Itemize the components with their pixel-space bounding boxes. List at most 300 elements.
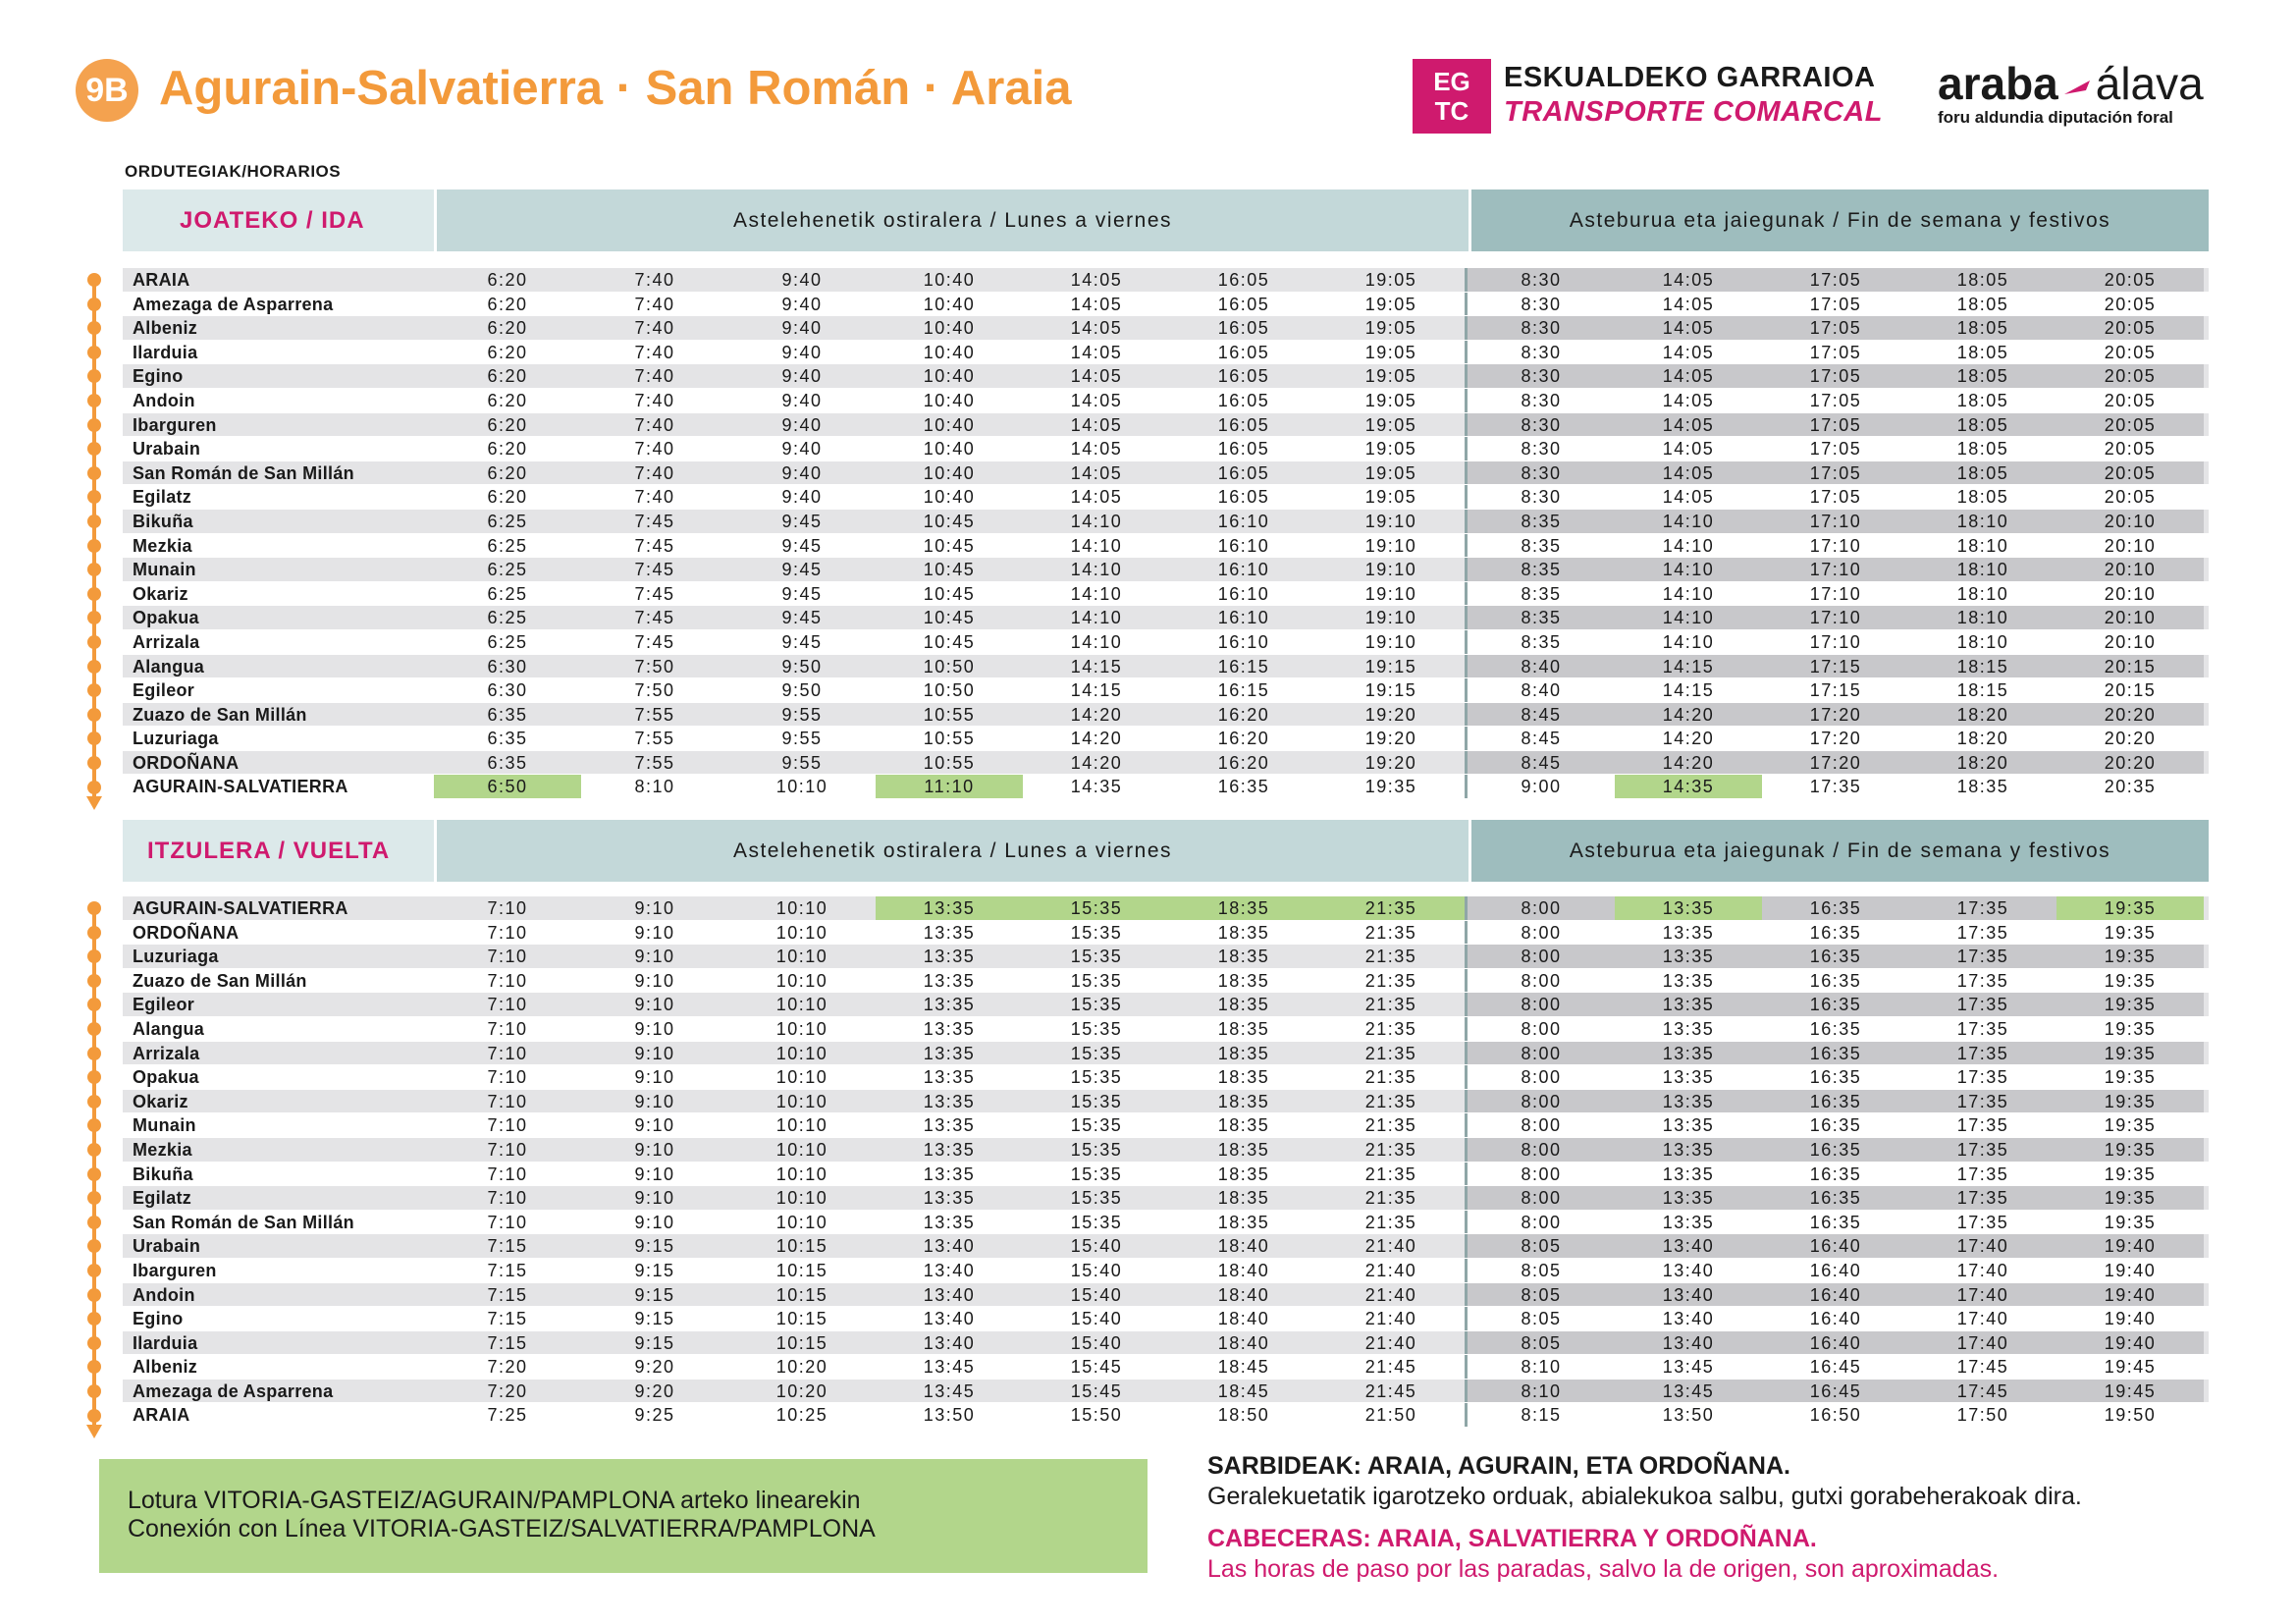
weekday-time-cell: 9:40	[781, 366, 823, 387]
weekday-time-cell: 7:10	[487, 1139, 528, 1160]
weekend-time-cell: 16:35	[1762, 1211, 1909, 1234]
weekday-time-cell: 13:35	[923, 1018, 976, 1039]
weekend-time-cell: 8:30	[1468, 316, 1615, 340]
weekend-time-cell: 18:05	[1909, 268, 2056, 292]
weekday-time-cell: 10:10	[775, 1043, 828, 1063]
weekday-time-cell: 21:35	[1364, 1018, 1417, 1039]
weekday-time-cell: 10:15	[775, 1260, 828, 1280]
weekend-time-cell: 13:35	[1615, 1090, 1762, 1113]
weekend-time-cell: 8:30	[1468, 485, 1615, 509]
weekday-time-cell: 18:35	[1217, 1188, 1270, 1209]
weekday-time-cell: 16:20	[1217, 729, 1270, 749]
weekend-time-cell: 20:05	[2056, 316, 2204, 340]
stop-dot-icon	[87, 660, 101, 674]
table-row	[123, 293, 2209, 317]
table-row	[123, 437, 2209, 461]
weekday-time-cell: 19:10	[1364, 608, 1417, 628]
stop-dot-icon	[87, 298, 101, 311]
weekday-time-cell: 7:45	[634, 608, 675, 628]
weekday-time-cell: 9:10	[634, 1212, 675, 1232]
table-row	[123, 1042, 2209, 1066]
weekday-time-cell: 9:10	[634, 1139, 675, 1160]
weekday-time-cell: 18:35	[1217, 922, 1270, 943]
weekend-time-cell: 19:35	[2056, 969, 2204, 993]
weekend-time-cell: 20:20	[2056, 751, 2204, 775]
weekday-time-cell: 6:20	[487, 318, 528, 339]
weekend-time-cell: 20:15	[2056, 655, 2204, 678]
stop-dot-icon	[87, 1239, 101, 1253]
stop-dot-icon	[87, 1070, 101, 1084]
weekday-time-cell: 7:20	[487, 1380, 528, 1401]
weekday-time-cell: 10:10	[775, 1067, 828, 1088]
weekday-time-cell: 7:10	[487, 1067, 528, 1088]
weekday-time-cell: 6:20	[487, 414, 528, 435]
weekday-time-cell: 15:35	[1070, 1139, 1123, 1160]
weekend-time-cell: 17:05	[1762, 268, 1909, 292]
weekday-time-cell: 7:40	[634, 366, 675, 387]
stop-name: ARAIA	[133, 1405, 190, 1426]
stop-name: Egileor	[133, 995, 195, 1015]
weekend-time-cell: 8:15	[1468, 1403, 1615, 1427]
weekend-time-cell: 8:00	[1468, 1138, 1615, 1162]
weekday-time-cell: 21:35	[1317, 896, 1465, 920]
weekday-time-cell: 18:50	[1217, 1405, 1270, 1426]
stop-dot-icon	[87, 1312, 101, 1326]
weekend-time-cell: 17:35	[1909, 1138, 2056, 1162]
weekend-time-cell: 17:40	[1909, 1259, 2056, 1282]
stop-name: Mezkia	[133, 1139, 192, 1160]
weekday-time-cell: 21:35	[1364, 947, 1417, 967]
weekend-time-cell: 8:30	[1468, 341, 1615, 364]
weekend-time-cell: 13:40	[1615, 1234, 1762, 1258]
weekday-time-cell: 10:15	[775, 1236, 828, 1257]
table-row	[123, 1186, 2209, 1211]
stop-name: Andoin	[133, 390, 195, 410]
weekday-time-cell: 19:05	[1364, 270, 1417, 290]
ida-rows	[123, 268, 2209, 799]
weekend-time-cell: 13:35	[1615, 993, 1762, 1016]
weekend-time-cell: 17:35	[1909, 921, 2056, 945]
weekend-time-cell: 18:10	[1909, 630, 2056, 654]
stop-dot-icon	[87, 635, 101, 649]
table-row	[123, 316, 2209, 341]
table-row	[123, 582, 2209, 607]
weekday-time-cell: 9:40	[781, 414, 823, 435]
weekday-time-cell: 10:50	[923, 680, 976, 701]
weekday-time-cell: 9:10	[634, 1164, 675, 1184]
weekday-time-cell: 18:35	[1217, 970, 1270, 991]
weekend-time-cell: 18:05	[1909, 293, 2056, 316]
weekday-time-cell: 13:35	[923, 1067, 976, 1088]
weekday-time-cell: 7:40	[634, 318, 675, 339]
weekday-time-cell: 13:35	[923, 970, 976, 991]
stop-dot-icon	[87, 926, 101, 940]
weekend-time-cell: 14:05	[1615, 268, 1762, 292]
weekend-time-cell: 18:10	[1909, 606, 2056, 629]
stop-dot-icon	[87, 563, 101, 576]
weekday-time-cell: 15:35	[1023, 896, 1170, 920]
weekday-time-cell: 7:25	[487, 1405, 528, 1426]
weekday-time-cell: 9:45	[781, 535, 823, 556]
weekday-time-cell: 10:15	[775, 1332, 828, 1353]
stop-dot-icon	[87, 1384, 101, 1398]
weekday-time-cell: 15:35	[1070, 1067, 1123, 1088]
stop-dot-icon	[87, 369, 101, 383]
weekday-time-cell: 13:45	[923, 1357, 976, 1378]
weekday-time-cell: 7:10	[487, 1018, 528, 1039]
weekday-time-cell: 15:40	[1070, 1309, 1123, 1329]
weekday-time-cell: 9:10	[634, 1115, 675, 1136]
weekday-time-cell: 10:10	[775, 1018, 828, 1039]
weekend-time-cell: 17:35	[1909, 1113, 2056, 1137]
weekend-time-cell: 20:10	[2056, 606, 2204, 629]
weekend-time-cell: 8:35	[1468, 558, 1615, 581]
weekday-time-cell: 21:35	[1364, 1043, 1417, 1063]
stop-dot-icon	[87, 539, 101, 553]
weekend-time-cell: 16:35	[1762, 896, 1909, 920]
weekend-time-cell: 16:45	[1762, 1380, 1909, 1403]
weekday-time-cell: 13:45	[923, 1380, 976, 1401]
weekend-time-cell: 8:35	[1468, 510, 1615, 533]
table-row	[123, 896, 2209, 921]
araba-word: araba	[1938, 58, 2058, 109]
weekend-time-cell: 14:15	[1615, 655, 1762, 678]
weekend-time-cell: 19:35	[2056, 1113, 2204, 1137]
weekday-time-cell: 7:50	[634, 656, 675, 677]
weekday-time-cell: 13:40	[923, 1309, 976, 1329]
stop-name: Munain	[133, 1115, 196, 1136]
table-row	[123, 268, 2209, 293]
weekday-time-cell: 9:10	[634, 898, 675, 918]
weekday-time-cell: 16:05	[1217, 487, 1270, 508]
stop-name: Egilatz	[133, 1188, 192, 1209]
stop-name: Arrizala	[133, 1043, 200, 1063]
weekend-time-cell: 8:30	[1468, 461, 1615, 485]
weekend-time-cell: 18:20	[1909, 703, 2056, 727]
weekday-time-cell: 9:40	[781, 318, 823, 339]
weekend-time-cell: 19:50	[2056, 1403, 2204, 1427]
weekday-time-cell: 15:40	[1070, 1260, 1123, 1280]
alava-word: álava	[2095, 58, 2204, 109]
weekday-time-cell: 18:35	[1217, 1164, 1270, 1184]
weekend-time-cell: 8:35	[1468, 606, 1615, 629]
weekend-time-cell: 19:35	[2056, 1138, 2204, 1162]
weekday-time-cell: 19:10	[1364, 560, 1417, 580]
table-row	[123, 1234, 2209, 1259]
weekend-time-cell: 8:30	[1468, 413, 1615, 437]
weekday-time-cell: 10:10	[775, 1091, 828, 1111]
weekday-time-cell: 19:10	[1364, 535, 1417, 556]
weekday-time-cell: 15:35	[1070, 1164, 1123, 1184]
stop-name: Bikuña	[133, 511, 193, 531]
weekend-time-cell: 18:10	[1909, 510, 2056, 533]
weekday-time-cell: 7:10	[487, 1164, 528, 1184]
weekday-time-cell: 16:10	[1217, 511, 1270, 531]
weekend-time-cell: 17:45	[1909, 1355, 2056, 1379]
weekend-time-cell: 13:35	[1615, 1138, 1762, 1162]
weekday-time-cell: 21:45	[1364, 1380, 1417, 1401]
weekend-time-cell: 17:05	[1762, 341, 1909, 364]
connection-note	[99, 1459, 1148, 1573]
footnote-heading-eu: SARBIDEAK: ARAIA, AGURAIN, ETA ORDOÑANA.	[1207, 1452, 1790, 1480]
footnotes	[1207, 1452, 2238, 1584]
weekday-time-cell: 15:35	[1070, 1212, 1123, 1232]
weekday-time-cell: 19:05	[1364, 390, 1417, 410]
weekend-time-cell: 20:10	[2056, 558, 2204, 581]
vuelta-weekend-header: Asteburua eta jaiegunak / Fin de semana y festivos	[1471, 820, 2209, 882]
weekend-time-cell: 19:35	[2056, 993, 2204, 1016]
weekend-time-cell: 17:35	[1909, 1065, 2056, 1089]
weekend-time-cell: 17:45	[1909, 1380, 2056, 1403]
weekday-time-cell: 19:05	[1364, 294, 1417, 314]
weekend-time-cell: 20:05	[2056, 485, 2204, 509]
weekday-time-cell: 8:10	[634, 777, 675, 797]
weekday-time-cell: 9:40	[781, 487, 823, 508]
weekend-time-cell: 16:35	[1762, 993, 1909, 1016]
vuelta-direction-label: ITZULERA / VUELTA	[123, 820, 434, 882]
stop-dot-icon	[87, 346, 101, 359]
stop-dot-icon	[87, 394, 101, 407]
weekday-time-cell: 14:10	[1070, 535, 1123, 556]
weekday-time-cell: 16:15	[1217, 680, 1270, 701]
weekday-time-cell: 10:40	[923, 318, 976, 339]
vuelta-table	[123, 820, 2209, 882]
weekend-time-cell: 16:35	[1762, 921, 1909, 945]
weekend-time-cell: 8:30	[1468, 389, 1615, 412]
stop-name: Egileor	[133, 680, 195, 701]
table-row	[123, 1163, 2209, 1187]
stop-name: Zuazo de San Millán	[133, 970, 307, 991]
stop-dot-icon	[87, 781, 101, 794]
weekday-time-cell: 6:35	[487, 704, 528, 725]
weekday-time-cell: 18:35	[1217, 1091, 1270, 1111]
weekday-time-cell: 18:40	[1217, 1309, 1270, 1329]
weekday-time-cell: 14:05	[1070, 390, 1123, 410]
stop-dot-icon	[87, 974, 101, 988]
weekday-time-cell: 9:40	[781, 342, 823, 362]
weekend-time-cell: 18:35	[1909, 775, 2056, 798]
weekday-time-cell: 7:40	[634, 294, 675, 314]
weekday-time-cell: 13:40	[923, 1260, 976, 1280]
weekend-time-cell: 8:00	[1468, 993, 1615, 1016]
weekday-time-cell: 14:15	[1070, 680, 1123, 701]
table-row	[123, 655, 2209, 679]
ctc-logo	[1413, 59, 1491, 134]
weekend-time-cell: 8:05	[1468, 1259, 1615, 1282]
araba-subtitle: foru aldundia diputación foral	[1938, 108, 2173, 127]
weekday-time-cell: 19:05	[1364, 366, 1417, 387]
weekend-time-cell: 8:40	[1468, 678, 1615, 702]
stop-dot-icon	[87, 418, 101, 432]
weekday-time-cell: 10:40	[923, 414, 976, 435]
weekend-time-cell: 13:35	[1615, 1163, 1762, 1186]
weekday-time-cell: 13:35	[923, 1139, 976, 1160]
weekday-time-cell: 16:10	[1217, 583, 1270, 604]
weekday-time-cell: 7:50	[634, 680, 675, 701]
weekend-time-cell: 17:35	[1909, 1163, 2056, 1186]
weekday-time-cell: 9:20	[634, 1357, 675, 1378]
stop-dot-icon	[87, 442, 101, 456]
weekday-time-cell: 21:35	[1364, 995, 1417, 1015]
weekday-time-cell: 7:55	[634, 752, 675, 773]
weekday-time-cell: 13:50	[923, 1405, 976, 1426]
weekend-time-cell: 14:10	[1615, 534, 1762, 558]
weekend-time-cell: 8:30	[1468, 268, 1615, 292]
weekend-time-cell: 17:05	[1762, 437, 1909, 460]
table-row	[123, 1403, 2209, 1428]
weekday-time-cell: 13:35	[923, 1091, 976, 1111]
weekday-time-cell: 6:20	[487, 487, 528, 508]
connection-line-eu: Lotura VITORIA-GASTEIZ/AGURAIN/PAMPLONA arteko linearekin	[128, 1487, 861, 1514]
weekend-time-cell: 18:05	[1909, 485, 2056, 509]
weekday-time-cell: 14:10	[1070, 608, 1123, 628]
weekend-time-cell: 17:10	[1762, 510, 1909, 533]
weekend-time-cell: 17:20	[1762, 703, 1909, 727]
weekend-time-cell: 8:00	[1468, 1163, 1615, 1186]
vuelta-weekday-header: Astelehenetik ostiralera / Lunes a viernes	[437, 820, 1468, 882]
stop-name: Albeniz	[133, 318, 198, 339]
weekend-time-cell: 17:40	[1909, 1307, 2056, 1330]
weekday-time-cell: 10:45	[923, 583, 976, 604]
weekday-time-cell: 21:35	[1364, 1091, 1417, 1111]
weekend-time-cell: 18:05	[1909, 364, 2056, 388]
weekend-time-cell: 17:05	[1762, 389, 1909, 412]
weekend-time-cell: 20:20	[2056, 703, 2204, 727]
weekday-time-cell: 13:35	[923, 1164, 976, 1184]
weekend-time-cell: 16:35	[1762, 1163, 1909, 1186]
weekend-time-cell: 17:05	[1762, 485, 1909, 509]
weekday-time-cell: 7:40	[634, 342, 675, 362]
weekday-time-cell: 7:40	[634, 487, 675, 508]
weekday-time-cell: 7:45	[634, 560, 675, 580]
weekend-time-cell: 16:40	[1762, 1307, 1909, 1330]
weekend-time-cell: 13:40	[1615, 1307, 1762, 1330]
weekday-time-cell: 6:20	[487, 342, 528, 362]
weekend-time-cell: 18:10	[1909, 558, 2056, 581]
table-row	[123, 703, 2209, 728]
weekend-time-cell: 8:35	[1468, 630, 1615, 654]
weekend-time-cell: 8:10	[1468, 1380, 1615, 1403]
weekend-time-cell: 8:00	[1468, 1017, 1615, 1041]
weekend-time-cell: 8:45	[1468, 727, 1615, 750]
weekend-time-cell: 14:35	[1615, 775, 1762, 798]
weekend-time-cell: 19:45	[2056, 1355, 2204, 1379]
stop-dot-icon	[87, 490, 101, 504]
weekend-time-cell: 18:10	[1909, 534, 2056, 558]
weekend-time-cell: 8:00	[1468, 969, 1615, 993]
weekend-time-cell: 18:10	[1909, 582, 2056, 606]
weekday-time-cell: 21:40	[1364, 1332, 1417, 1353]
stop-dot-icon	[87, 1336, 101, 1350]
weekend-time-cell: 17:10	[1762, 630, 1909, 654]
weekday-time-cell: 15:50	[1070, 1405, 1123, 1426]
table-row	[123, 1113, 2209, 1138]
table-row	[123, 606, 2209, 630]
footnote-text-es: Las horas de paso por las paradas, salvo la de origen, son aproximadas.	[1207, 1555, 2000, 1583]
weekday-time-cell: 19:15	[1364, 656, 1417, 677]
weekday-time-cell: 14:05	[1070, 439, 1123, 460]
weekday-time-cell: 10:10	[775, 947, 828, 967]
stop-name: Amezaga de Asparrena	[133, 294, 334, 314]
weekday-time-cell: 18:35	[1217, 1139, 1270, 1160]
weekday-time-cell: 19:05	[1364, 318, 1417, 339]
weekday-time-cell: 21:35	[1364, 1212, 1417, 1232]
weekday-time-cell: 19:05	[1364, 342, 1417, 362]
weekday-time-cell: 16:05	[1217, 270, 1270, 290]
weekend-time-cell: 14:20	[1615, 751, 1762, 775]
stop-name: Alangua	[133, 656, 205, 677]
weekday-time-cell: 10:40	[923, 294, 976, 314]
weekday-time-cell: 10:45	[923, 511, 976, 531]
ctc-name-eu: ESKUALDEKO GARRAIOA	[1504, 62, 1876, 93]
table-row	[123, 751, 2209, 776]
page-title: Agurain-Salvatierra · San Román · Araia	[159, 62, 1072, 115]
weekday-time-cell: 16:10	[1217, 608, 1270, 628]
weekend-time-cell: 20:10	[2056, 630, 2204, 654]
weekday-time-cell: 6:25	[487, 631, 528, 652]
weekday-time-cell: 7:10	[487, 995, 528, 1015]
weekday-time-cell: 16:20	[1217, 704, 1270, 725]
weekday-time-cell: 9:10	[634, 922, 675, 943]
weekday-time-cell: 9:55	[781, 729, 823, 749]
weekday-time-cell: 21:35	[1364, 970, 1417, 991]
weekday-time-cell: 21:35	[1364, 1164, 1417, 1184]
weekend-time-cell: 14:05	[1615, 389, 1762, 412]
weekday-time-cell: 19:20	[1364, 729, 1417, 749]
weekday-time-cell: 9:40	[781, 439, 823, 460]
weekday-time-cell: 7:45	[634, 535, 675, 556]
weekday-time-cell: 10:40	[923, 439, 976, 460]
weekday-time-cell: 9:10	[634, 1091, 675, 1111]
stop-dot-icon	[87, 708, 101, 722]
stop-dot-icon	[87, 683, 101, 697]
weekday-time-cell: 19:05	[1364, 487, 1417, 508]
stop-dot-icon	[87, 514, 101, 528]
weekday-time-cell: 13:40	[923, 1236, 976, 1257]
weekday-time-cell: 7:45	[634, 511, 675, 531]
weekend-time-cell: 17:35	[1909, 1211, 2056, 1234]
weekend-time-cell: 18:05	[1909, 316, 2056, 340]
weekend-time-cell: 8:40	[1468, 655, 1615, 678]
weekend-time-cell: 17:50	[1909, 1403, 2056, 1427]
table-row	[123, 485, 2209, 510]
weekday-time-cell: 14:20	[1070, 752, 1123, 773]
table-row	[123, 389, 2209, 413]
weekend-time-cell: 8:00	[1468, 1113, 1615, 1137]
weekday-time-cell: 19:05	[1364, 462, 1417, 483]
weekend-time-cell: 8:00	[1468, 945, 1615, 968]
weekend-time-cell: 13:35	[1615, 1113, 1762, 1137]
weekday-time-cell: 9:10	[634, 1188, 675, 1209]
weekday-time-cell: 6:20	[487, 366, 528, 387]
weekend-time-cell: 18:05	[1909, 389, 2056, 412]
table-row	[123, 534, 2209, 559]
ida-table	[123, 189, 2209, 251]
weekday-time-cell: 18:40	[1217, 1260, 1270, 1280]
weekday-time-cell: 19:10	[1364, 511, 1417, 531]
weekend-time-cell: 14:05	[1615, 461, 1762, 485]
weekday-time-cell: 6:25	[487, 535, 528, 556]
weekday-time-cell: 9:40	[781, 462, 823, 483]
stop-name: Andoin	[133, 1284, 195, 1305]
weekend-time-cell: 14:20	[1615, 703, 1762, 727]
weekend-time-cell: 17:15	[1762, 655, 1909, 678]
weekend-time-cell: 20:10	[2056, 582, 2204, 606]
weekday-time-cell: 16:15	[1217, 656, 1270, 677]
weekend-time-cell: 17:35	[1909, 1017, 2056, 1041]
weekday-time-cell: 10:10	[775, 898, 828, 918]
weekend-time-cell: 20:20	[2056, 727, 2204, 750]
